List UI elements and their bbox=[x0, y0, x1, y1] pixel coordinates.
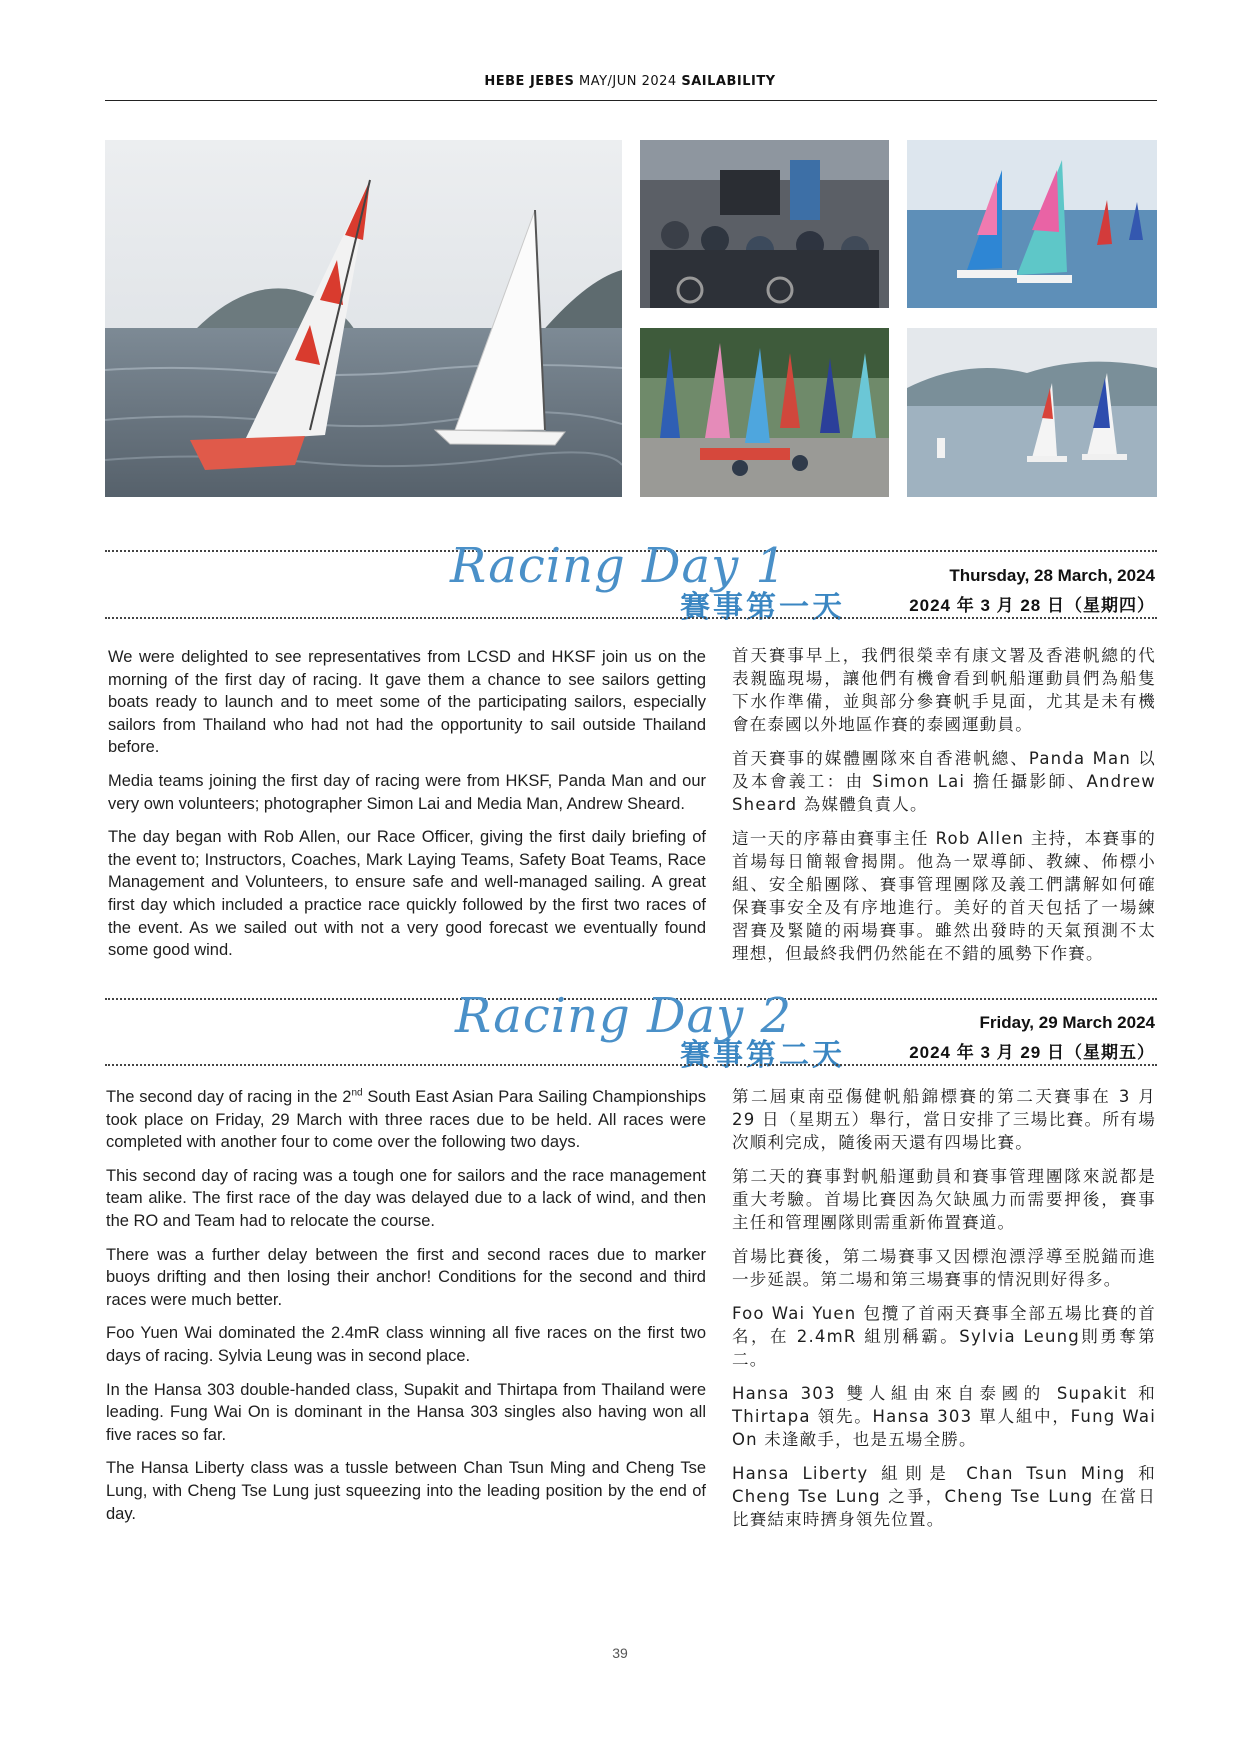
day2-en-paragraph: There was a further delay between the first and second races due to marker buoys drifting and then losing their anchor! Conditions for the second and third races were much better. bbox=[106, 1245, 706, 1309]
day2-date-english: Friday, 29 March 2024 bbox=[979, 1013, 1155, 1032]
page-number: 39 bbox=[612, 1645, 628, 1661]
day1-en-paragraph: The day began with Rob Allen, our Race Officer, giving the first daily briefing of the event to; Instructors, Coaches, Mark Laying Teams, Safety Boat Teams, Race Management and Volunteers, to ensure safe and well-managed sailing. A great first day which included a practice race quickly followed by the first two races of the event. As we sailed out with not a very good forecast we eventually found some good wind. bbox=[108, 828, 706, 960]
day1-chinese-title: 賽事第一天 bbox=[680, 590, 845, 625]
day1-cn-paragraph: 首天賽事的媒體團隊來自香港帆總、Panda Man 以及本會義工：由 Simon Lai 擔任攝影師、Andrew Sheard 為媒體負責人。 bbox=[732, 749, 1156, 814]
header-rule bbox=[105, 100, 1157, 101]
magazine-name: HEBE JEBES bbox=[484, 74, 575, 89]
day2-bottom-rule bbox=[105, 1064, 1157, 1066]
day2-cn-paragraph: 首場比賽後，第二場賽事又因標泡漂浮導至脱錨而進一步延誤。第二場和第三場賽事的情況則好得多。 bbox=[732, 1247, 1156, 1289]
day2-en-paragraph bbox=[106, 1086, 706, 1154]
day2-cn-paragraph: Hansa 303 雙人組由來自泰國的 Supakit 和 Thirtapa 領先。Hansa 303 單人組中，Fung Wai On 未逢敵手，也是五場全勝。 bbox=[732, 1384, 1156, 1449]
day1-date-chinese: 2024 年 3 月 28 日（星期四） bbox=[909, 596, 1155, 615]
ordinal-suffix: nd bbox=[351, 1087, 363, 1099]
day2-chinese-title: 賽事第二天 bbox=[680, 1038, 845, 1073]
day2-cn-paragraph: 第二屆東南亞傷健帆船錦標賽的第二天賽事在 3 月 29 日（星期五）舉行，當日安排了三場比賽。所有場次順利完成，隨後兩天還有四場比賽。 bbox=[732, 1087, 1156, 1152]
day1-cn-paragraph: 這一天的序幕由賽事主任 Rob Allen 主持，本賽事的首場每日簡報會揭開。他為一眾導師、教練、佈標小組、安全船團隊、賽事管理團隊及義工們講解如何確保賽事安全及有序地進行。美好的首天包括了一場練習賽及緊隨的兩場賽事。雖然出發時的天氣預測不太理想，但最終我們仍然能在不錯的風勢下作賽。 bbox=[732, 829, 1156, 963]
day1-cn-paragraph: 首天賽事早上，我們很榮幸有康文署及香港帆總的代表親臨現場，讓他們有機會看到帆船運動員們為船隻下水作準備，並與部分參賽帆手見面，尤其是未有機會在泰國以外地區作賽的泰國運動員。 bbox=[732, 646, 1156, 734]
boats-on-slipway-photo bbox=[640, 328, 889, 497]
day2-en-p1-text-cont: South East Asian Para Sailing Championships took place on Friday, 29 March with three races due to be held. All races were completed with another four to come over the following two days. bbox=[106, 1088, 706, 1152]
day2-en-paragraph: The Hansa Liberty class was a tussle between Chan Tsun Ming and Cheng Tse Lung, with Cheng Tse Lung just squeezing into the leading position by the end of day. bbox=[106, 1459, 706, 1523]
day1-en-paragraph: We were delighted to see representatives from LCSD and HKSF join us on the morning of the first day of racing. It gave them a chance to see sailors getting boats ready to launch and to meet some of the participating sailors, especially sailors from Thailand who had not had the opportunity to sail outside Thailand before. bbox=[108, 648, 706, 757]
day2-english-column bbox=[106, 1086, 706, 1536]
section-label: SAILABILITY bbox=[681, 74, 776, 89]
day2-en-p1-text: The second day of racing in the 2 bbox=[106, 1088, 352, 1106]
two-boats-by-hills-photo bbox=[907, 328, 1157, 497]
day2-date-chinese: 2024 年 3 月 29 日（星期五） bbox=[909, 1043, 1155, 1062]
issue-label: MAY/JUN 2024 bbox=[578, 74, 677, 89]
main-sailing-photo bbox=[105, 140, 622, 497]
day2-en-paragraph: This second day of racing was a tough one for sailors and the race management team alike. The first race of the day was delayed due to a lack of wind, and then the RO and Team had to relocate the course. bbox=[106, 1166, 706, 1230]
day1-date-english: Thursday, 28 March, 2024 bbox=[949, 566, 1155, 585]
blue-pink-sails-photo bbox=[907, 140, 1157, 308]
day1-bottom-rule bbox=[105, 617, 1157, 619]
day2-cn-paragraph: Foo Wai Yuen 包攬了首兩天賽事全部五場比賽的首名，在 2.4mR 組別稱霸。Sylvia Leung則勇奪第二。 bbox=[732, 1304, 1156, 1369]
day1-english-column bbox=[108, 646, 706, 973]
day2-en-paragraph: Foo Yuen Wai dominated the 2.4mR class winning all five races on the first two days of racing. Sylvia Leung was in second place. bbox=[106, 1324, 706, 1365]
day2-cn-paragraph: Hansa Liberty 組則是 Chan Tsun Ming 和 Cheng Tse Lung 之爭，Cheng Tse Lung 在當日比賽結束時擠身領先位置。 bbox=[732, 1464, 1156, 1529]
running-header bbox=[105, 74, 1155, 89]
day2-script-title: Racing Day 2 bbox=[455, 988, 793, 1044]
day1-script-title: Racing Day 1 bbox=[450, 538, 788, 594]
day2-en-paragraph: In the Hansa 303 double-handed class, Supakit and Thirtapa from Thailand were leading. Fung Wai On is dominant in the Hansa 303 singles also having won all five races so far. bbox=[106, 1380, 706, 1444]
briefing-room-photo bbox=[640, 140, 889, 308]
day2-cn-paragraph: 第二天的賽事對帆船運動員和賽事管理團隊來説都是重大考驗。首場比賽因為欠缺風力而需要押後，賽事主任和管理團隊則需重新佈置賽道。 bbox=[732, 1167, 1156, 1232]
day1-en-paragraph: Media teams joining the first day of racing were from HKSF, Panda Man and our very own volunteers; photographer Simon Lai and Media Man, Andrew Sheard. bbox=[108, 771, 706, 813]
day2-chinese-column bbox=[732, 1085, 1156, 1542]
day1-chinese-column bbox=[732, 644, 1156, 976]
